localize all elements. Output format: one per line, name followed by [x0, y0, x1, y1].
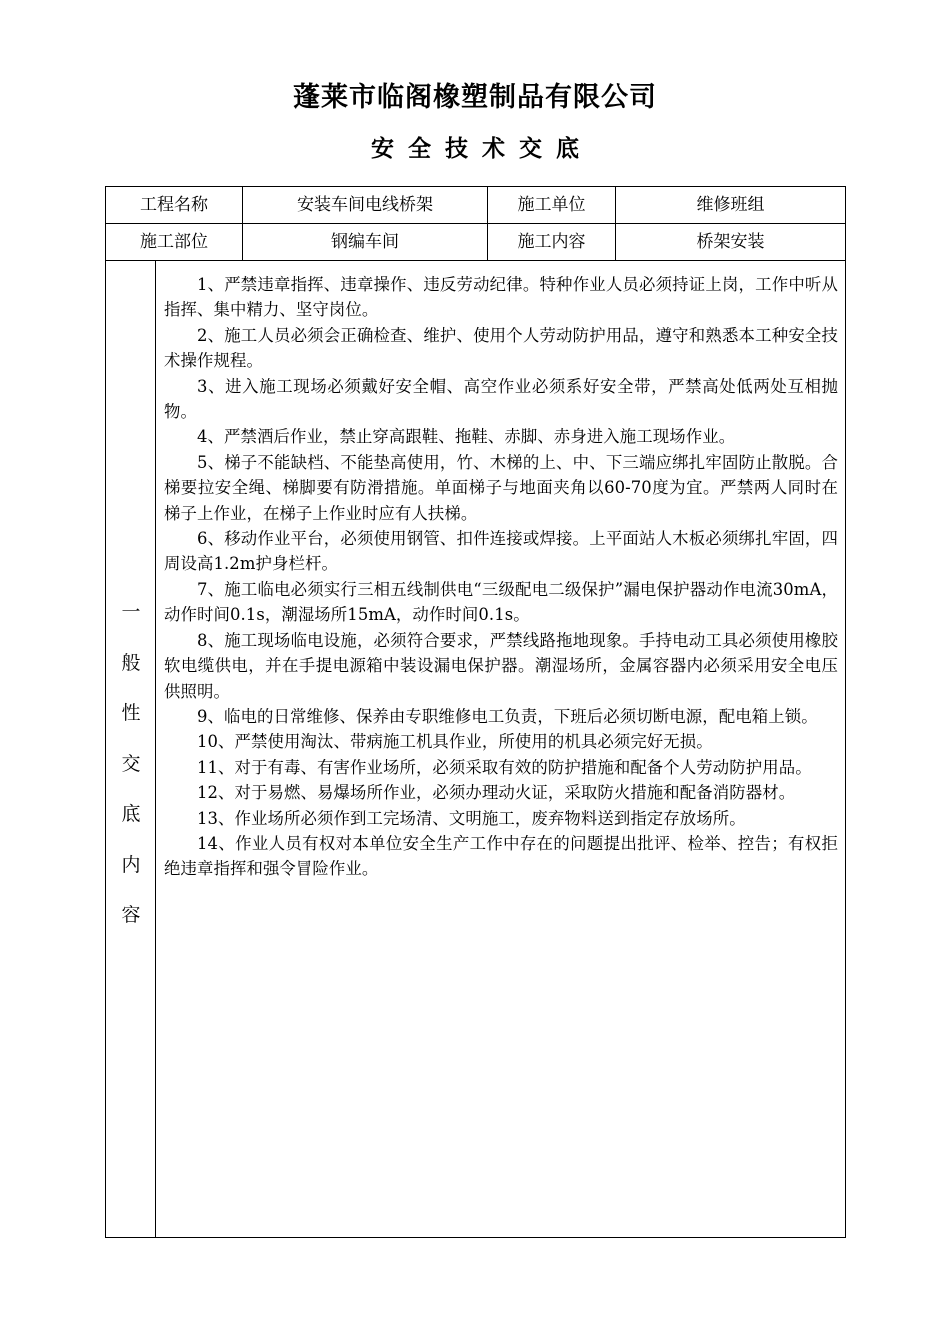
section-label-char: 一 [121, 601, 141, 623]
section-label-char: 交 [121, 752, 141, 775]
briefing-item: 14、作业人员有权对本单位安全生产工作中存在的问题提出批评、检举、控告；有权拒绝违章指挥和强令冒险作业。 [164, 833, 838, 879]
project-name-value: 安装车间电线桥架 [243, 187, 488, 223]
section-label-char: 般 [121, 651, 141, 674]
construction-content-value: 桥架安装 [696, 232, 765, 252]
briefing-item: 13、作业场所必须作到工完场清、文明施工，废弃物料送到指定存放场所。 [197, 808, 746, 828]
briefing-item: 9、临电的日常维修、保养由专职维修电工负责，下班后必须切断电源，配电箱上锁。 [197, 706, 818, 726]
construction-unit-label: 施工单位 [488, 187, 616, 223]
briefing-body [106, 261, 845, 1237]
briefing-item: 2、施工人员必须会正确检查、维护、使用个人劳动防护用品，遵守和熟悉本工种安全技术操作规程。 [164, 325, 838, 371]
briefing-item: 10、严禁使用淘汰、带病施工机具作业，所使用的机具必须完好无损。 [197, 732, 713, 752]
construction-location-label: 施工部位 [106, 224, 243, 260]
company-title: 蓬莱市临阁橡塑制品有限公司 [293, 82, 657, 113]
construction-location-value: 钢编车间 [243, 224, 488, 260]
section-label-char: 容 [121, 904, 141, 926]
safety-briefing-table [105, 186, 846, 1238]
section-label [106, 587, 156, 941]
briefing-item: 1、严禁违章指挥、违章操作、违反劳动纪律。特种作业人员必须持证上岗，工作中听从指挥、集中精力、坚守岗位。 [164, 275, 838, 320]
section-label-column [106, 261, 156, 1237]
briefing-item: 11、对于有毒、有害作业场所，必须采取有效的防护措施和配备个人劳动防护用品。 [197, 757, 812, 777]
section-label-char: 内 [121, 853, 141, 876]
briefing-item: 5、梯子不能缺档、不能垫高使用，竹、木梯的上、中、下三端应绑扎牢固防止散脱。合梯要拉安全绳、梯脚要有防滑措施。单面梯子与地面夹角以60-70度为宜。严禁两人同时在梯子上作业，在梯子上作业时应有人扶梯。 [164, 452, 838, 523]
briefing-item: 6、移动作业平台，必须使用钢管、扣件连接或焊接。上平面站人木板必须绑扎牢固，四周设高1.2m护身栏杆。 [164, 529, 838, 574]
construction-unit-value: 维修班组 [696, 195, 765, 215]
info-row-location [106, 224, 845, 261]
document-title: 安全技术交底 [371, 135, 593, 162]
briefing-item: 8、施工现场临电设施，必须符合要求，严禁线路拖地现象。手持电动工具必须使用橡胶软电缆供电，并在手提电源箱中装设漏电保护器。潮湿场所，金属容器内必须采用安全电压供照明。 [164, 630, 838, 701]
briefing-item: 4、严禁酒后作业，禁止穿高跟鞋、拖鞋、赤脚、赤身进入施工现场作业。 [197, 427, 736, 447]
section-label-char: 底 [121, 803, 141, 825]
briefing-item: 3、进入施工现场必须戴好安全帽、高空作业必须系好安全带，严禁高处低两处互相抛物。 [164, 376, 838, 422]
briefing-item: 12、对于易燃、易爆场所作业，必须办理动火证，采取防火措施和配备消防器材。 [197, 783, 796, 803]
project-name-label: 工程名称 [106, 187, 243, 223]
section-label-char: 性 [121, 702, 141, 724]
construction-content-label: 施工内容 [488, 224, 616, 260]
info-row-project [106, 187, 845, 224]
briefing-content [156, 261, 845, 1237]
briefing-item: 7、施工临电必须实行三相五线制供电“三级配电二级保护”漏电保护器动作电流30mA，动作时间0.1s，潮湿场所15mA，动作时间0.1s。 [164, 579, 838, 625]
